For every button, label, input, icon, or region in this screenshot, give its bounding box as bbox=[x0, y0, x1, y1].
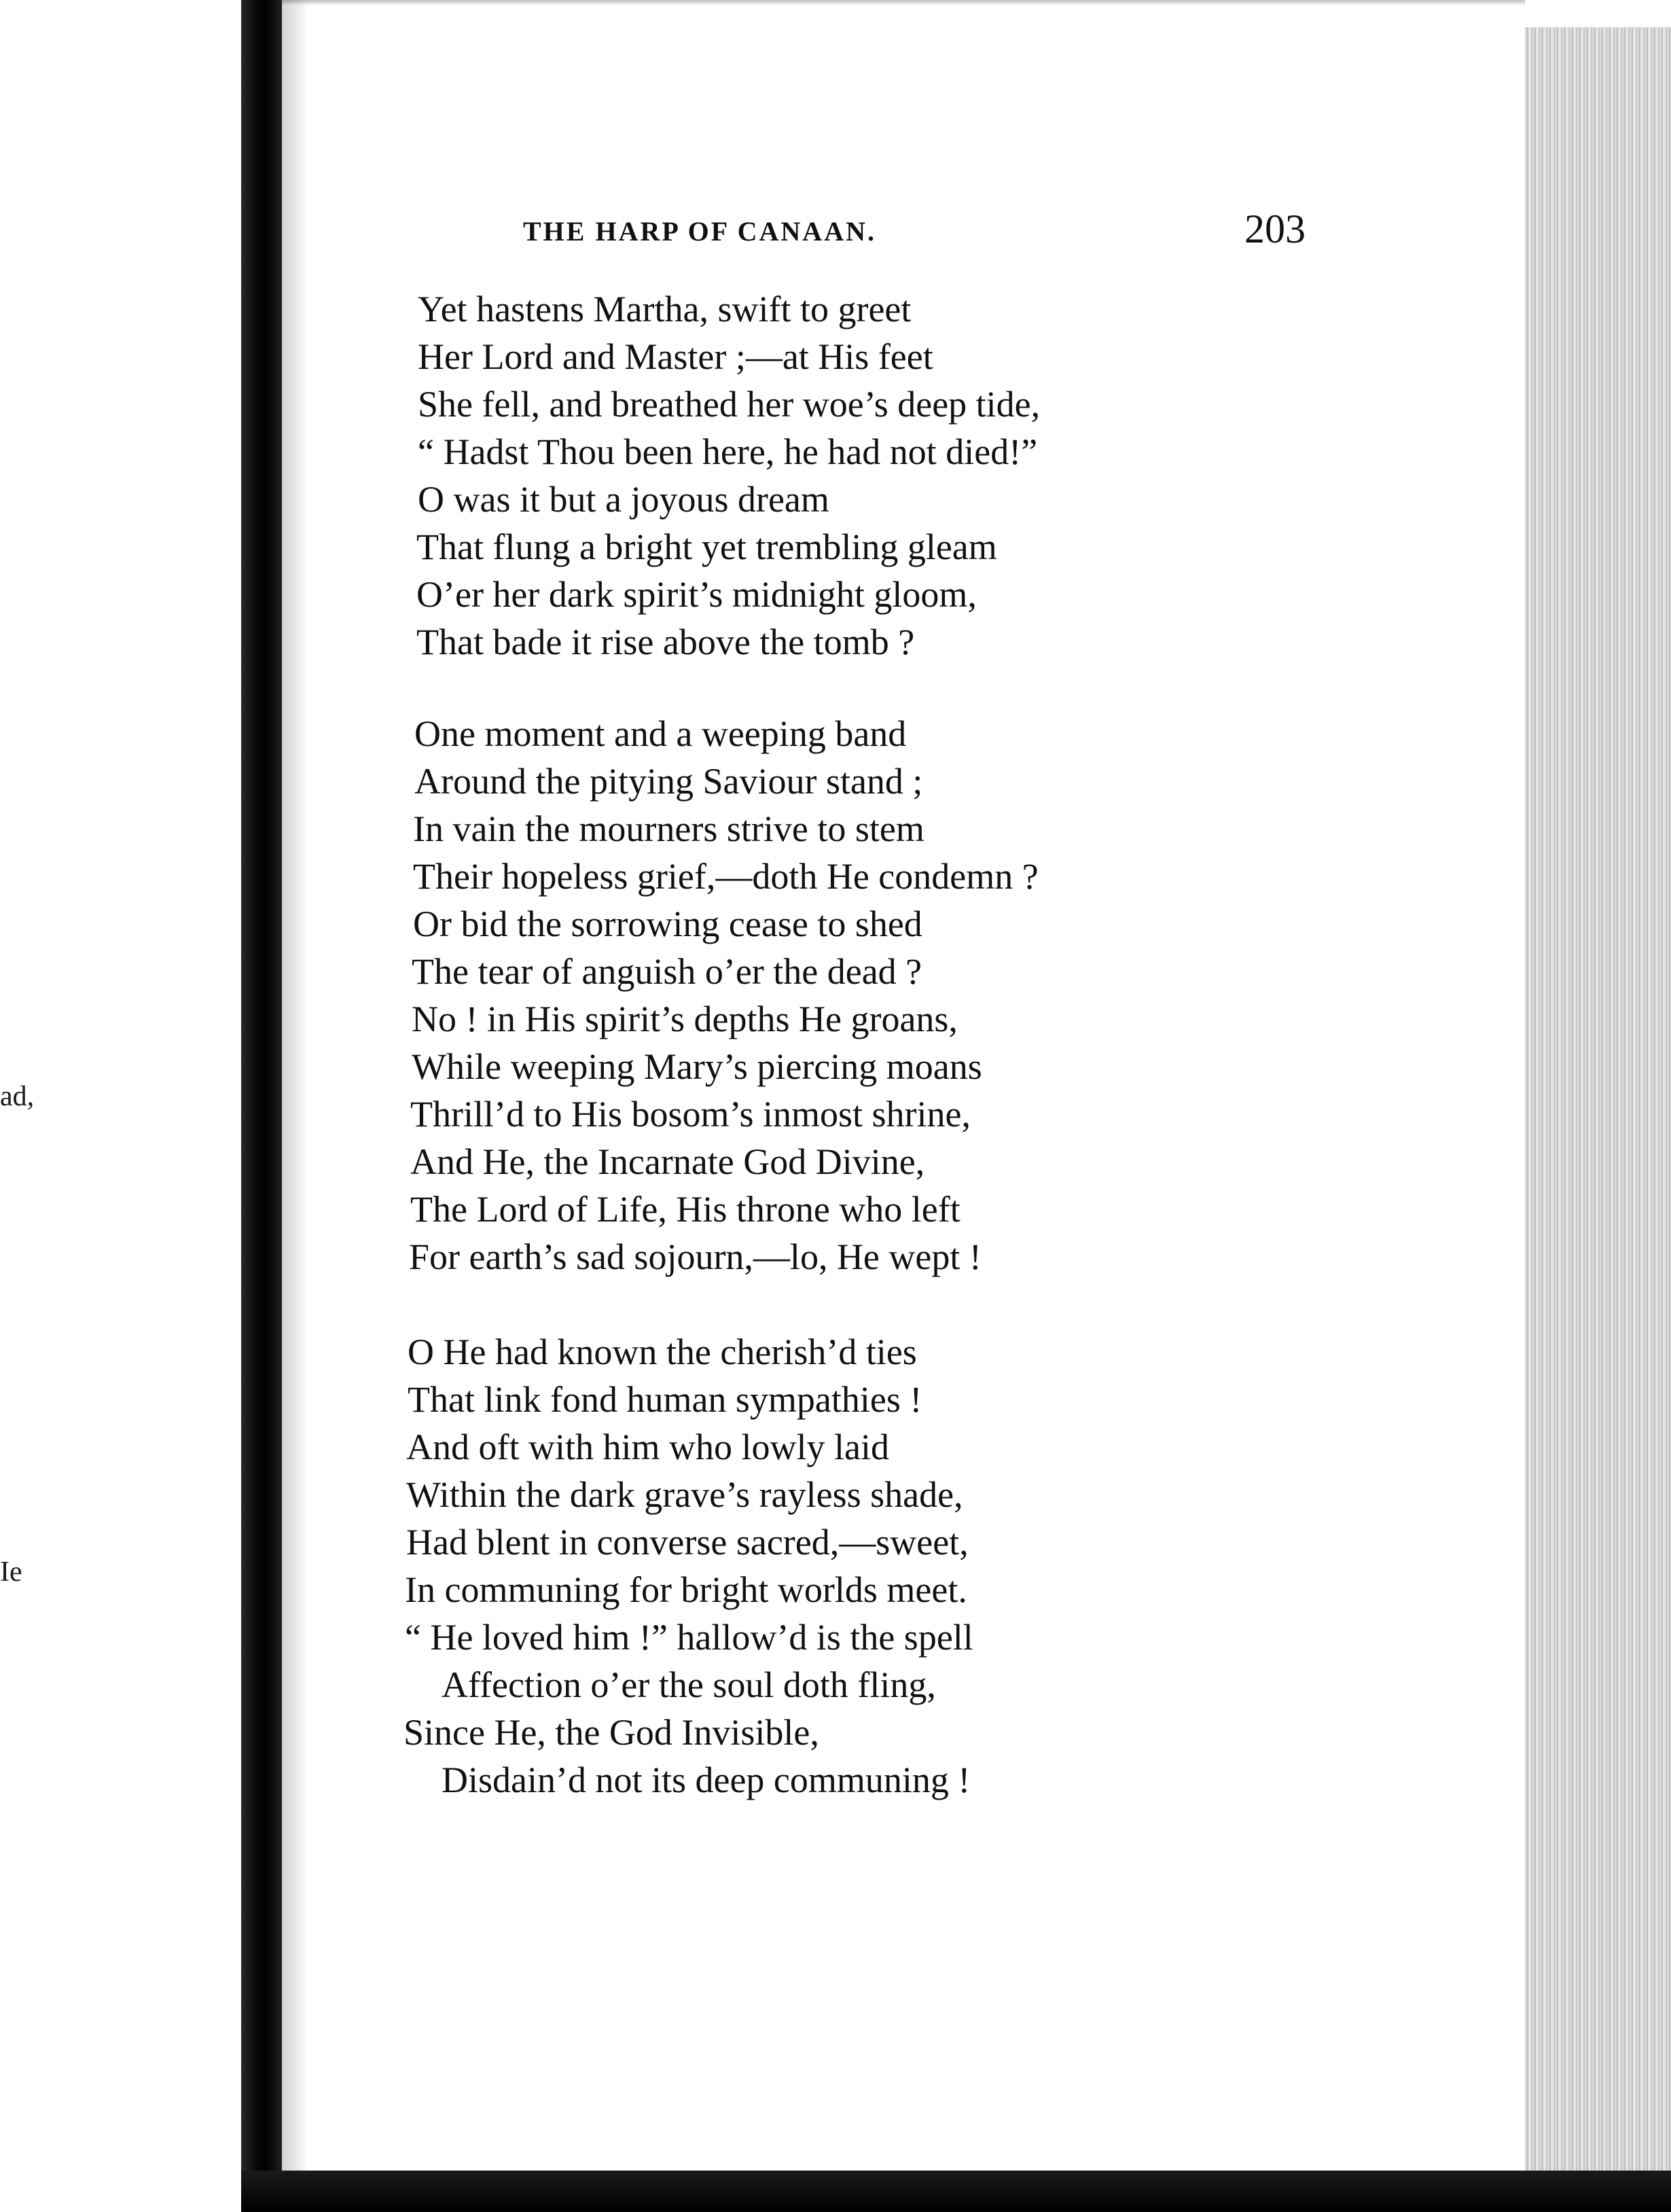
book-gutter bbox=[241, 0, 282, 2212]
poem-line: Their hopeless grief,—doth He condemn ? bbox=[413, 856, 1039, 897]
poem-line: O’er her dark spirit’s midnight gloom, bbox=[416, 574, 977, 615]
poem-line: O was it but a joyous dream bbox=[418, 479, 829, 520]
poem-line: Around the pitying Saviour stand ; bbox=[414, 761, 923, 802]
poem-line: For earth’s sad sojourn,—lo, He wept ! bbox=[409, 1236, 982, 1277]
poem-line: And He, the Incarnate God Divine, bbox=[410, 1141, 925, 1182]
page-edges-stack bbox=[1525, 27, 1671, 2171]
page-top-edge bbox=[282, 0, 1525, 5]
poem-line: That bade it rise above the tomb ? bbox=[416, 622, 915, 662]
poem-line: The Lord of Life, His throne who left bbox=[410, 1189, 960, 1230]
page-number: 203 bbox=[1244, 207, 1306, 251]
poem-line: And oft with him who lowly laid bbox=[406, 1427, 889, 1467]
poem-line: Yet hastens Martha, swift to greet bbox=[418, 289, 912, 329]
poem-line: Her Lord and Master ;—at His feet bbox=[418, 336, 933, 377]
poem-line: While weeping Mary’s piercing moans bbox=[412, 1046, 982, 1087]
poem-line: No ! in His spirit’s depths He groans, bbox=[412, 999, 958, 1039]
poem-line: “ He loved him !” hallow’d is the spell bbox=[405, 1617, 973, 1658]
poem-line: One moment and a weeping band bbox=[414, 713, 907, 754]
gutter-shadow bbox=[282, 0, 309, 2212]
running-head: THE HARP OF CANAAN. bbox=[523, 216, 876, 247]
poem-line: She fell, and breathed her woe’s deep tide, bbox=[418, 384, 1041, 425]
page-bottom-edge bbox=[241, 2171, 1671, 2212]
poem-line: Thrill’d to His bosom’s inmost shrine, bbox=[410, 1094, 971, 1135]
poem-line: The tear of anguish o’er the dead ? bbox=[412, 951, 922, 992]
poem-line: In vain the mourners strive to stem bbox=[413, 808, 924, 849]
poem-line: “ Hadst Thou been here, he had not died!” bbox=[418, 431, 1038, 472]
poem-line: Or bid the sorrowing cease to shed bbox=[413, 904, 922, 944]
facing-page-fragment: Ie bbox=[0, 1556, 22, 1588]
poem-line: Had blent in converse sacred,—sweet, bbox=[406, 1522, 969, 1563]
facing-page bbox=[0, 0, 241, 2212]
poem-line: Within the dark grave’s rayless shade, bbox=[406, 1474, 963, 1515]
poem-line: In communing for bright worlds meet. bbox=[405, 1569, 967, 1610]
poem-line: Disdain’d not its deep communing ! bbox=[442, 1760, 971, 1800]
poem-line: That link fond human sympathies ! bbox=[408, 1379, 922, 1420]
poem-line: Affection o’er the soul doth fling, bbox=[442, 1664, 936, 1705]
poem-line: That flung a bright yet trembling gleam bbox=[416, 527, 997, 567]
page-edges-cap bbox=[1525, 0, 1671, 27]
poem-line: Since He, the God Invisible, bbox=[403, 1712, 819, 1753]
poem-line: O He had known the cherish’d ties bbox=[408, 1332, 917, 1372]
facing-page-fragment: ad, bbox=[0, 1081, 35, 1112]
